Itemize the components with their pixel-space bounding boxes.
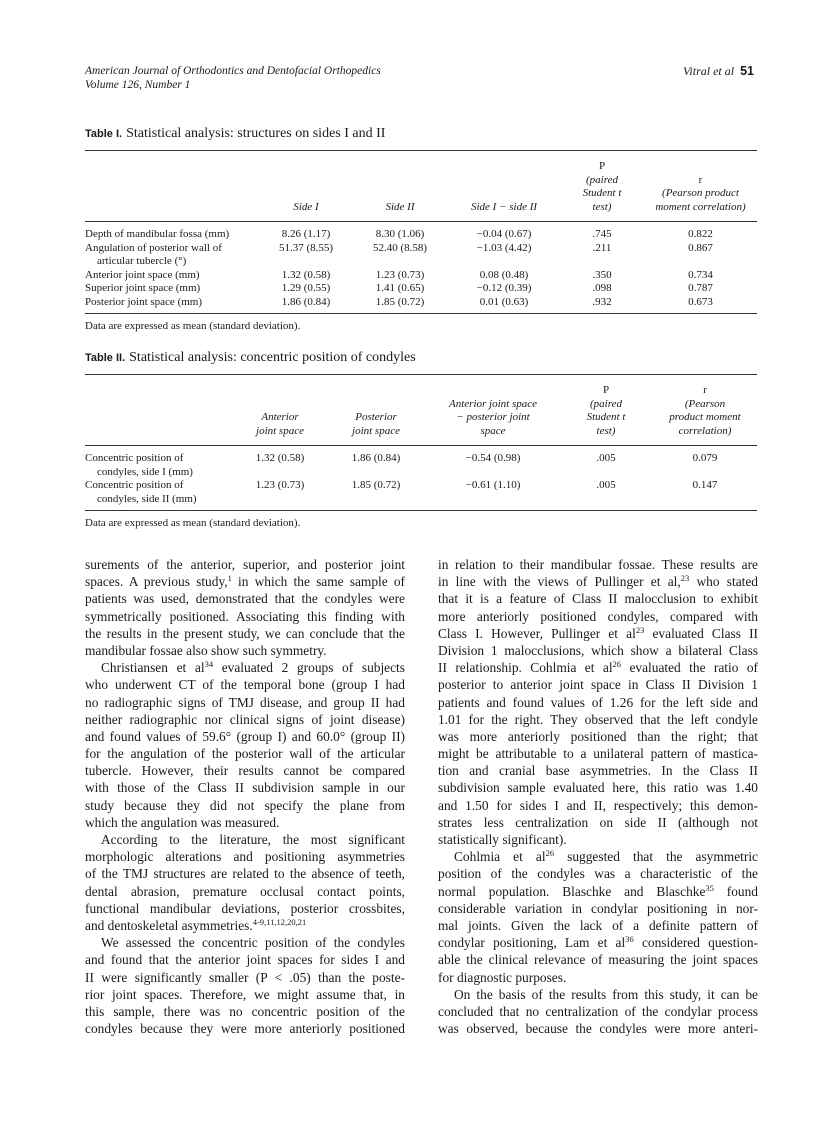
table-cell: 1.85 (0.72) (351, 479, 401, 491)
text-line-content: Class I. However, Pullinger et $al^{23}$ evaluated Class II (438, 624, 758, 641)
row-label (85, 222, 260, 242)
text-line (85, 883, 405, 900)
text-line-content: no radiographic signs of TMJ disease, and group II had (85, 694, 405, 710)
table-cell: .005 (596, 479, 616, 491)
citation-superscript: 23 (635, 624, 645, 635)
table-cell: 0.08 (0.48) (479, 268, 529, 281)
row-label-line: Anterior joint space (mm) (85, 268, 200, 281)
table-cell: 51.37 (8.55) (278, 241, 334, 254)
text-line (85, 745, 405, 762)
column-header (352, 151, 448, 222)
text-line (85, 848, 405, 865)
text-line-content: 1.01 for the right. They observed that the left condyle (438, 711, 758, 727)
text-line (85, 951, 405, 968)
text-line (438, 1003, 758, 1020)
column-header-line: test) (592, 200, 612, 213)
text-line-content: condylar positioning, Lam et $al^{36}$ considered question- (438, 934, 758, 951)
citation-superscript: 4-9,11,12,20,21 (252, 916, 307, 927)
table-cell: .745 (592, 228, 612, 240)
text-line (85, 1003, 405, 1020)
text-line (438, 745, 758, 762)
text-line (438, 797, 758, 814)
column-header-line: Side I (293, 200, 319, 213)
text-line-content: in line with the views of Pullinger et al,$^{23}$ who stated (438, 573, 759, 590)
text-line-content: position of the condyles was a characteristic of the (438, 866, 758, 882)
row-label-line: condyles, side II (mm) (97, 492, 197, 505)
row-label (85, 269, 260, 283)
table-cell: 8.30 (1.06) (375, 228, 425, 240)
column-header (260, 151, 352, 222)
running-header (85, 64, 381, 92)
text-line-content: for diagnostic purposes. (438, 969, 567, 985)
column-header-line: Posterior (355, 411, 397, 423)
row-label-line: Posterior joint space (mm) (85, 295, 203, 308)
table-cell: .932 (592, 295, 612, 308)
text-line-content: posterior to anterior joint space in Class II Division 1 (438, 677, 758, 693)
text-line-content: considerable variation in condylar positioning in nor- (438, 900, 758, 916)
text-line (438, 728, 758, 745)
citation-superscript: 34 (204, 659, 214, 670)
column-header (427, 375, 559, 446)
column-header-line: moment correlation) (655, 200, 746, 213)
table-cell: −0.54 (0.98) (465, 452, 521, 464)
text-line-content: was more anteriorly positioned than the right; that (438, 728, 758, 744)
column-header-symbol: P (602, 384, 610, 396)
body-column-right (438, 556, 758, 1037)
text-line-content: Cohlmia et $al^{26}$ suggested that the asymmetric (454, 848, 758, 865)
column-header-line: Student t (586, 411, 626, 423)
text-line-content: more anteriorly positioned condyles, compared with (438, 608, 758, 624)
table-cell: 1.32 (0.58) (255, 452, 305, 464)
column-header (560, 151, 644, 222)
citation-superscript: 36 (625, 934, 634, 945)
table-2-caption: Statistical analysis: concentric position of condyles (129, 350, 416, 365)
table-row (85, 296, 757, 314)
text-line-content: strates less centralization on side II (although not (438, 814, 758, 830)
text-line-content: mandibular fossae also show such symmetry. (85, 642, 327, 658)
text-line (438, 848, 758, 865)
row-label-line: Angulation of posterior wall of (85, 241, 222, 254)
column-header-line: (Pearson (684, 397, 726, 410)
text-line (85, 900, 405, 917)
text-line (438, 608, 758, 625)
text-line (85, 969, 405, 986)
citation-superscript: 23 (680, 573, 690, 584)
text-line-content: tion and cranial base asymmetries. In the Class II (438, 763, 758, 779)
row-label-line: Depth of mandibular fossa (mm) (85, 228, 230, 240)
volume-issue: Volume 126, Number 1 (85, 79, 191, 91)
text-line-content: for the angulation of the posterior wall of the articular (85, 746, 405, 762)
text-line (85, 608, 405, 625)
table-2-title (85, 349, 757, 367)
text-line-content: which the angulation was measured. (85, 814, 280, 830)
table-row (85, 479, 757, 511)
citation-superscript: 35 (705, 882, 714, 893)
text-line (85, 676, 405, 693)
text-line (85, 659, 405, 676)
table-cell: 8.26 (1.17) (281, 228, 331, 240)
column-header-line: (paired (590, 397, 622, 410)
table-cell: 0.079 (692, 452, 718, 464)
text-line (85, 986, 405, 1003)
text-line (85, 865, 405, 882)
text-line (85, 917, 405, 934)
text-line (438, 762, 758, 779)
table-row (85, 269, 757, 283)
text-line (438, 711, 758, 728)
text-line (85, 694, 405, 711)
table-cell: 1.29 (0.55) (281, 282, 331, 294)
column-header (559, 375, 653, 446)
table-cell: 0.01 (0.63) (479, 295, 529, 308)
text-line-content: We assessed the concentric position of the condyles (101, 935, 405, 951)
text-line-content: and found that the anterior joint spaces for sides I and (85, 952, 405, 968)
text-line-content: Christiansen et $al^{34}$ evaluated 2 groups of subjects (101, 659, 405, 676)
text-line-content: who underwent CT of the temporal bone (group I had (85, 677, 405, 693)
text-line-content: subdivision sample evaluated here, this ratio was 1.40 (438, 780, 758, 796)
column-header-line: Anterior joint space (449, 397, 537, 410)
text-line-content: this sample, there was no concentric position of the (85, 1003, 405, 1019)
text-line (85, 1020, 405, 1037)
table-cell: 1.86 (0.84) (281, 295, 331, 308)
text-line (85, 711, 405, 728)
text-line-content: in relation to their mandibular fossae. These results are (438, 557, 758, 572)
text-line-content: dental abrasion, premature occlusal contact points, (85, 883, 405, 899)
text-line (438, 556, 758, 573)
text-line (438, 779, 758, 796)
text-line (438, 951, 758, 968)
text-line (438, 676, 758, 693)
text-line (85, 573, 405, 590)
table-1-caption: Statistical analysis: structures on sides I and II (126, 126, 386, 141)
table-cell: 1.23 (0.73) (255, 479, 305, 491)
text-line (438, 573, 758, 590)
column-header-line: test) (596, 424, 616, 437)
journal-name: American Journal of Orthodontics and Dentofacial Orthopedics (85, 65, 381, 77)
row-label (85, 282, 260, 296)
column-header (448, 151, 560, 222)
text-line (438, 934, 758, 951)
text-line-content: with those of the Class II subdivision sample in our (85, 780, 405, 796)
table-1-label: Table I. (85, 128, 123, 140)
row-label-line: articular tubercle (°) (97, 255, 187, 267)
text-line (438, 814, 758, 831)
text-line-content: According to the literature, the most significant (101, 832, 405, 847)
table-1-note: Data are expressed as mean (standard deviation). (85, 320, 301, 332)
table-cell: 0.734 (688, 268, 713, 281)
table-cell: 1.85 (0.72) (375, 295, 425, 308)
column-header-line: Anterior (261, 411, 299, 423)
text-line (85, 797, 405, 814)
table-cell: 0.673 (688, 295, 713, 308)
table-1-title (85, 125, 757, 143)
text-line (438, 625, 758, 642)
column-header-line: Side I − side II (470, 200, 538, 213)
row-label-line: Concentric position of (85, 452, 184, 464)
text-line-content: morphologic alterations and positioning asymmetries (85, 849, 405, 865)
citation-superscript: 1 (227, 573, 232, 584)
table-2-label: Table II. (85, 352, 126, 364)
table-row (85, 222, 757, 242)
table-cell: 0.147 (692, 479, 718, 491)
row-label (85, 479, 235, 511)
text-line (85, 934, 405, 951)
text-line (85, 762, 405, 779)
text-line-content: II were significantly smaller (P < .05) than the poste- (85, 969, 405, 985)
column-header-line: (paired (586, 173, 618, 186)
text-line-content: that it is a feature of Class II malocclusion to exhibit (438, 591, 758, 607)
text-line-content: might be attributable to a unilateral pattern of mastica- (438, 746, 758, 762)
text-line-content: statistically significant). (438, 832, 567, 847)
text-line-content: rior joint spaces. Therefore, we might assume that, in (85, 986, 405, 1002)
text-line-content: Division 1 malocclusions, which show a bilateral Class (438, 642, 758, 658)
text-line-content: patients was used, demonstrated that the condyles were (85, 591, 405, 607)
text-line-content: was observed, because the condyles were more anteri- (438, 1021, 758, 1037)
text-line-content: symmetrically positioned. Associating this finding with (85, 608, 405, 624)
table-cell: −0.12 (0.39) (476, 282, 532, 294)
table-cell: .211 (592, 241, 612, 254)
text-line-content: and 1.50 for sides I and II, respectively; this demon- (438, 797, 758, 813)
text-line-content: the results in the present study, we can conclude that the (85, 625, 405, 641)
column-header-symbol: r (698, 173, 703, 186)
text-line-content: patients and found values of 1.26 for the left side and (438, 694, 758, 710)
text-line (85, 642, 405, 659)
text-line-content: normal population. Blaschke and Blaschke$^{35}$ found (438, 882, 759, 899)
text-line (438, 865, 758, 882)
row-label-line: Superior joint space (mm) (85, 282, 201, 294)
table-2-note: Data are expressed as mean (standard deviation). (85, 517, 301, 529)
column-header-line: correlation) (678, 424, 732, 437)
table-cell: 1.41 (0.65) (375, 282, 425, 294)
table-cell: −0.61 (1.10) (465, 479, 521, 491)
row-label (85, 242, 260, 269)
column-header-line: joint space (256, 424, 304, 437)
text-line (438, 917, 758, 934)
table-2-grid (85, 374, 757, 511)
table-2 (85, 349, 757, 529)
running-header-right (683, 64, 754, 79)
text-line-content: study because they did not specify the plane from (85, 797, 405, 813)
column-header-symbol: P (598, 160, 606, 172)
table-cell: −0.04 (0.67) (476, 228, 532, 240)
table-cell: 0.867 (688, 241, 713, 254)
table-cell: 1.86 (0.84) (351, 452, 401, 464)
column-header-line: Side II (385, 200, 415, 213)
text-line (438, 659, 758, 676)
text-line-content: concluded that no centralization of the condylar process (438, 1003, 758, 1019)
text-line-content: mal joints. Given the lack of a definite pattern of (438, 917, 758, 933)
table-cell: .005 (596, 452, 616, 464)
text-line (438, 1020, 758, 1037)
text-line (438, 694, 758, 711)
column-header-line: space (480, 424, 506, 437)
column-header-line: (Pearson product (662, 187, 739, 199)
text-line-content: able the clinical relevance of measuring the joint spaces (438, 952, 758, 968)
row-label (85, 296, 260, 314)
text-line (85, 728, 405, 745)
text-line (85, 814, 405, 831)
text-line-content: of the TMJ structures are related to the absence of teeth, (85, 866, 405, 882)
table-1-grid (85, 150, 757, 314)
column-header-line: Student t (582, 187, 622, 199)
citation-superscript: 26 (545, 848, 555, 859)
column-header-line: product moment (669, 411, 741, 423)
text-line-content: functional mandibular deviations, posterior crossbites, (85, 900, 405, 916)
column-header-line: − posterior joint (456, 411, 530, 423)
table-cell: 0.822 (688, 228, 713, 240)
column-header-line: joint space (352, 424, 400, 437)
text-line-content: condyles because they were more anteriorly positioned (85, 1021, 405, 1037)
text-line (85, 590, 405, 607)
text-line-content: spaces. A previous study,$^1$ in which the same sample of (85, 573, 406, 590)
column-header (235, 375, 325, 446)
text-line-content: On the basis of the results from this study, it can be (454, 986, 758, 1002)
text-line (85, 779, 405, 796)
column-header (325, 375, 427, 446)
text-line (438, 900, 758, 917)
text-line-content: II relationship. Cohlmia et $al^{26}$ evaluated the ratio of (438, 659, 759, 676)
table-cell: 52.40 (8.58) (372, 241, 428, 254)
text-line (438, 590, 758, 607)
column-header (644, 151, 757, 222)
table-cell: −1.03 (4.42) (476, 241, 532, 254)
text-line (438, 986, 758, 1003)
text-line (85, 556, 405, 573)
table-row (85, 242, 757, 269)
text-line (85, 625, 405, 642)
column-header (85, 375, 235, 446)
page-number: 51 (740, 64, 754, 78)
text-line-content: and found values of 59.6° (group I) and 60.0° (group II) (85, 728, 405, 744)
row-label (85, 446, 235, 480)
citation-superscript: 26 (612, 659, 622, 670)
text-line-content: surements of the anterior, superior, and posterior joint (85, 557, 405, 572)
column-header-symbol: r (703, 384, 707, 396)
text-line (438, 883, 758, 900)
table-cell: 1.23 (0.73) (375, 268, 425, 281)
column-header (85, 151, 260, 222)
table-cell: 1.32 (0.58) (281, 268, 331, 281)
table-cell: 0.787 (688, 282, 713, 294)
text-line-content: and dentoskeletal asymmetries.$^{4-9,11,12,20,21}$ (85, 916, 307, 933)
table-1 (85, 125, 757, 332)
row-label-line: Concentric position of (85, 479, 184, 491)
table-cell: .098 (592, 282, 612, 294)
text-line (438, 831, 758, 848)
text-line-content: tubercle. However, their results cannot be compared (85, 763, 405, 779)
row-label-line: condyles, side I (mm) (97, 465, 193, 478)
text-line-content: neither radiographic nor clinical signs of joint disease) (85, 711, 405, 727)
author-short: Vitral et al (682, 64, 735, 78)
table-row (85, 282, 757, 296)
column-header (653, 375, 757, 446)
table-cell: .350 (592, 268, 612, 281)
text-line (438, 642, 758, 659)
table-row (85, 446, 757, 480)
text-line (85, 831, 405, 848)
text-line (438, 969, 758, 986)
body-column-left (85, 556, 405, 1037)
